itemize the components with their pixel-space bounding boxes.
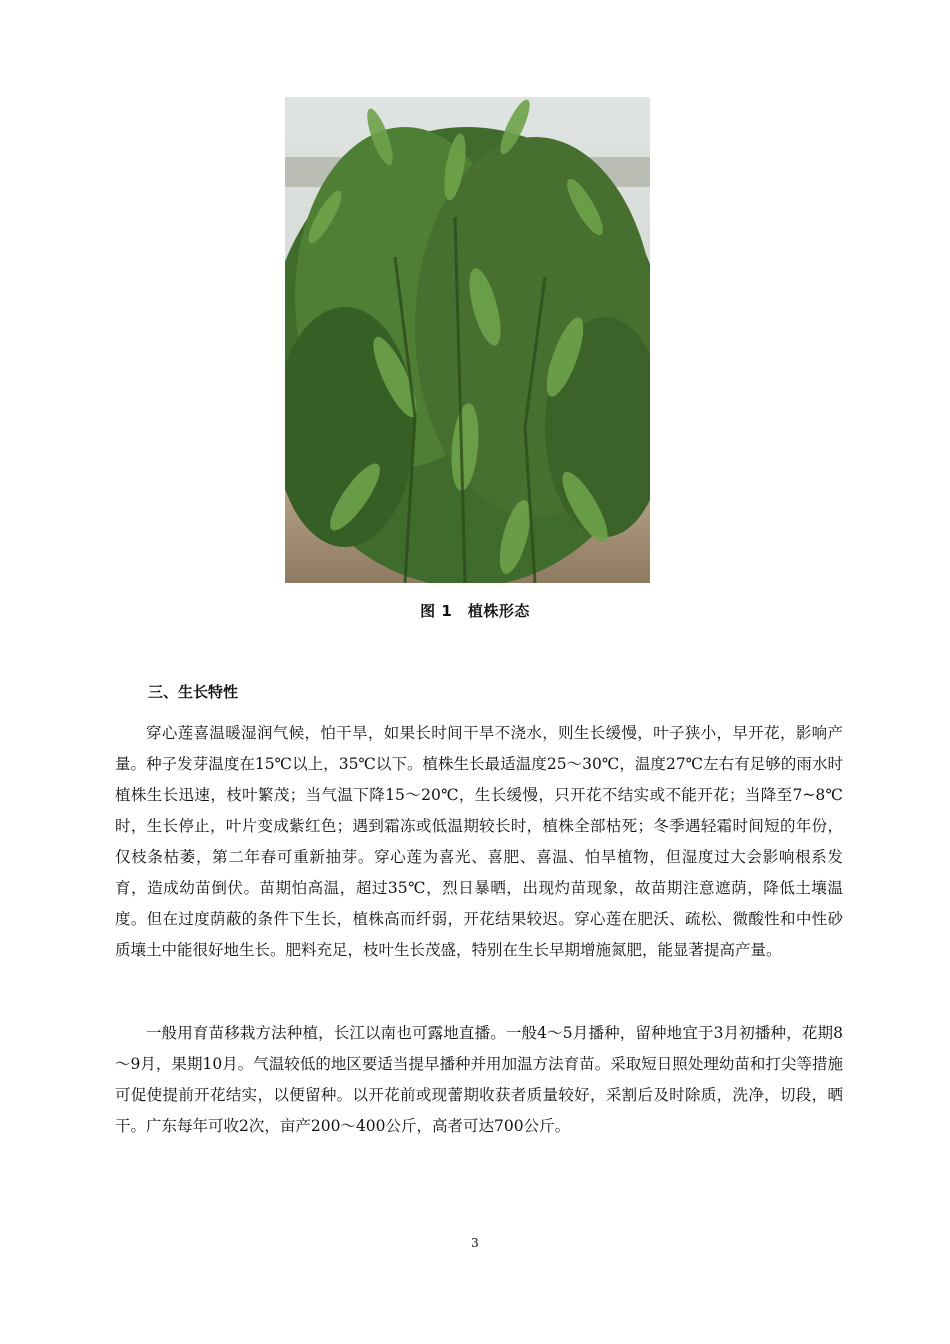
plant-photo [285, 97, 650, 583]
figure-caption: 图 1 植株形态 [420, 602, 530, 620]
plant-photo-icon [285, 97, 650, 583]
section-heading: 三、生长特性 [148, 683, 239, 701]
page-number: 3 [471, 1236, 479, 1250]
body-paragraph: 穿心莲喜温暖湿润气候，怕干旱，如果长时间干旱不浇水，则生长缓慢，叶子狭小，早开花，影响产量。种子发芽温度在15℃以上，35℃以下。植株生长最适温度25～30℃，温度27℃左右有足够的雨水时植株生长迅速，枝叶繁茂；当气温下降15～20℃，生长缓慢，只开花不结实或不能开花；当降至7~8℃时，生长停止，叶片变成紫红色；遇到霜冻或低温期较长时，植株全部枯死；冬季遇轻霜时间短的年份，仅枝条枯萎，第二年春可重新抽芽。穿心莲为喜光、喜肥、喜温、怕旱植物，但湿度过大会影响根系发育，造成幼苗倒伏。苗期怕高温，超过35℃，烈日暴晒，出现灼苗现象，故苗期注意遮荫，降低土壤温度。但在过度荫蔽的条件下生长，植株高而纤弱，开花结果较迟。穿心莲在肥沃、疏松、微酸性和中性砂质壤土中能很好地生长。肥料充足，枝叶生长茂盛，特别在生长早期增施氮肥，能显著提高产量。 [115, 724, 843, 959]
body-paragraph: 一般用育苗移栽方法种植，长江以南也可露地直播。一般4～5月播种，留种地宜于3月初播种，花期8～9月，果期10月。气温较低的地区要适当提早播种并用加温方法育苗。采取短日照处理幼苗和打尖等措施可促使提前开花结实，以便留种。以开花前或现蕾期收获者质量较好，采割后及时除质，洗净，切段，晒干。广东每年可收2次，亩产200～400公斤，高者可达700公斤。 [115, 1024, 843, 1135]
